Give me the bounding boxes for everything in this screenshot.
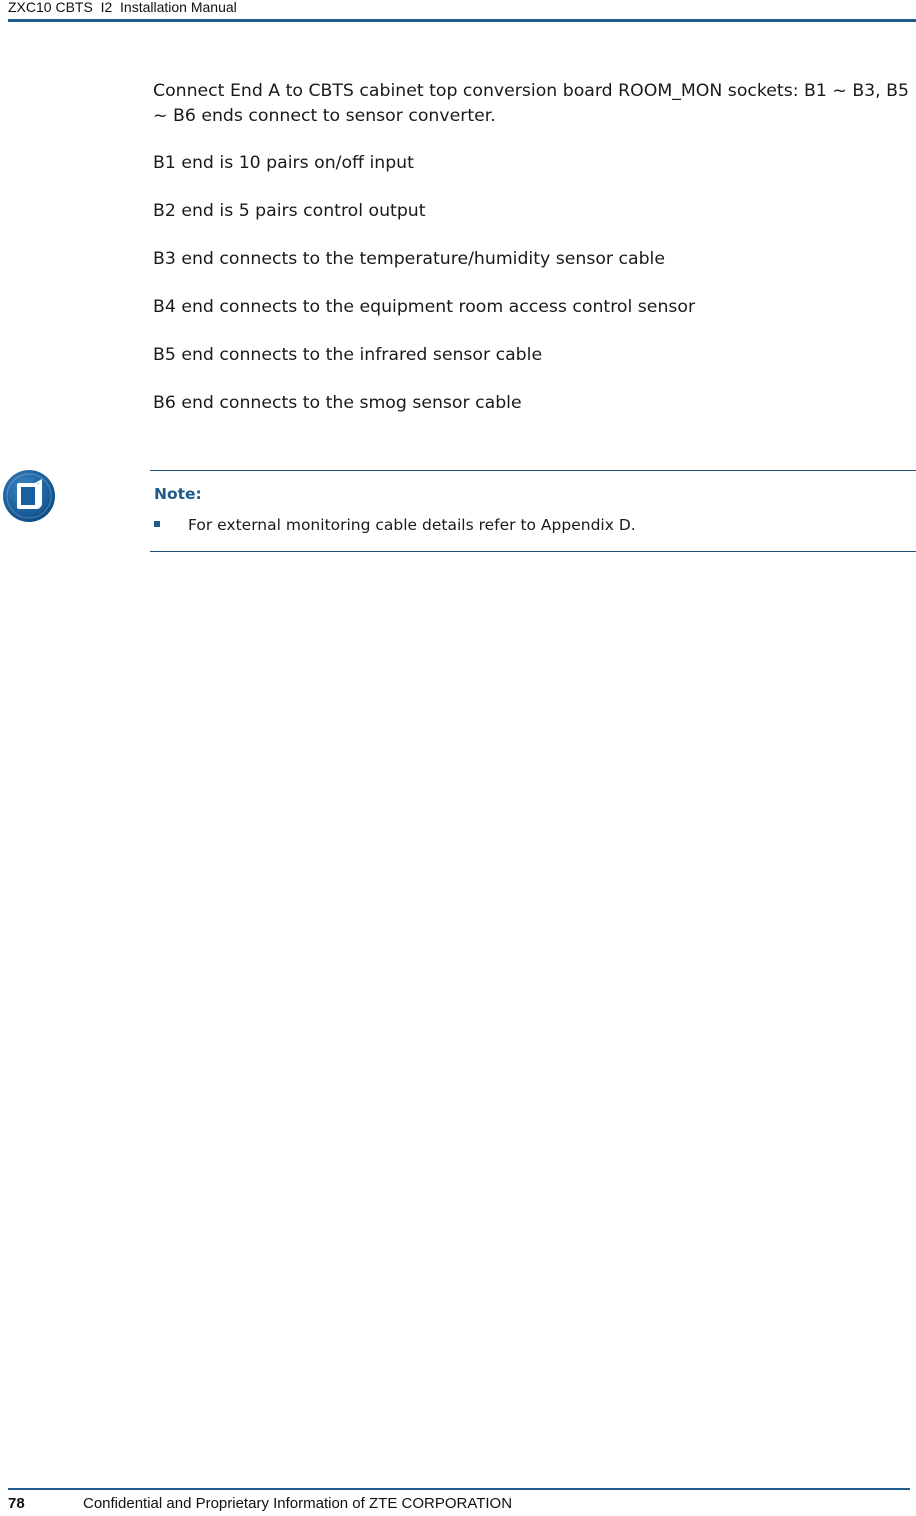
paragraph-b3: B3 end connects to the temperature/humidity sensor cable: [153, 249, 665, 269]
paragraph-b2: B2 end is 5 pairs control output: [153, 201, 426, 221]
note-icon: [2, 469, 56, 523]
header-title: ZXC10 CBTS I2 Installation Manual: [8, 0, 237, 15]
paragraph-b6: B6 end connects to the smog sensor cable: [153, 393, 522, 413]
page-number: 78: [8, 1495, 25, 1512]
bullet-square-icon: [154, 521, 160, 527]
footer-rule: [8, 1488, 910, 1490]
page-header: [0, 0, 916, 22]
paragraph-intro: Connect End A to CBTS cabinet top conversion board ROOM_MON sockets: B1 ~ B3, B5 ~ B6 ends connect to sensor converter.: [153, 81, 910, 126]
paragraph-b4: B4 end connects to the equipment room access control sensor: [153, 297, 696, 317]
footer-text: Confidential and Proprietary Information of ZTE CORPORATION: [83, 1495, 513, 1512]
header-rule: [8, 19, 916, 22]
note-label: Note:: [154, 485, 202, 503]
body-content: [153, 79, 913, 439]
paragraph-b1: B1 end is 10 pairs on/off input: [153, 153, 414, 173]
note-item: [154, 516, 636, 534]
note-item-text: For external monitoring cable details refer to Appendix D.: [188, 516, 636, 534]
note-box: [150, 470, 916, 552]
paragraph-b5: B5 end connects to the infrared sensor cable: [153, 345, 543, 365]
